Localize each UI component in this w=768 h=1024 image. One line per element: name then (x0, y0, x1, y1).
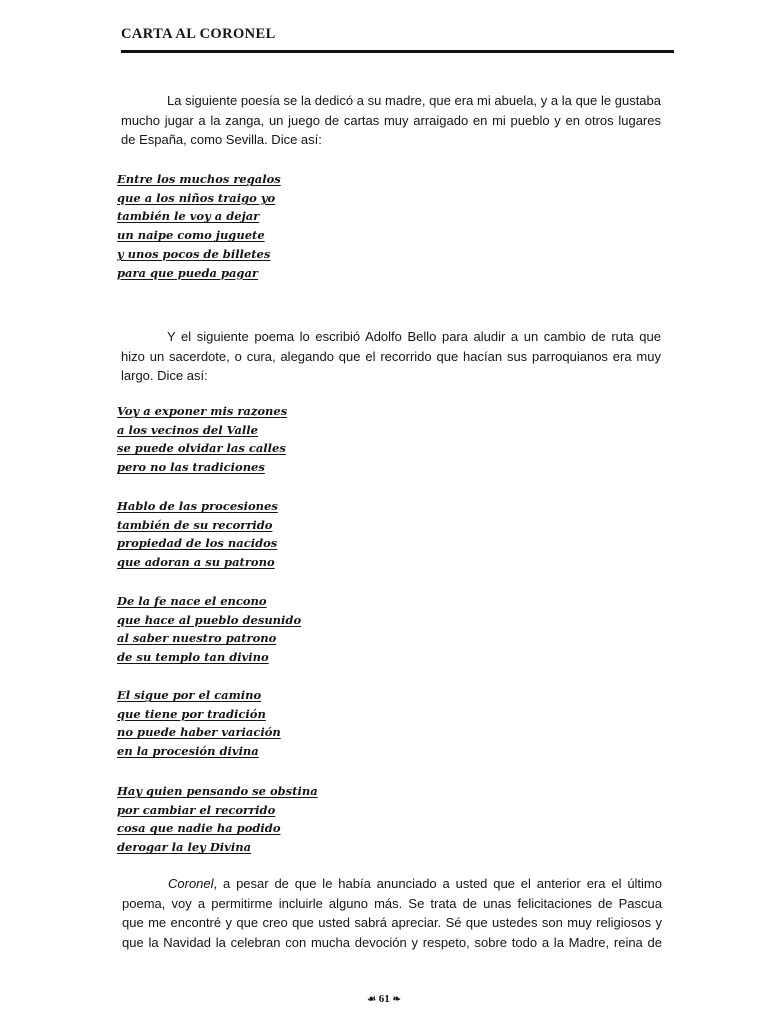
verse-line: De la fe nace el encono (117, 594, 267, 608)
text-line (122, 874, 662, 894)
page-number-footer (0, 993, 768, 1005)
running-head: CARTA AL CORONEL (121, 26, 276, 42)
verse-line: derogar la ley Divina (117, 840, 252, 855)
poem-zanga (117, 170, 281, 282)
paragraph-coronel (122, 874, 662, 952)
text-line: Y el siguiente poema lo escribió Adolfo Bello para aludir a un cambio de ruta que (167, 329, 661, 344)
verse-line: también le voy a dejar (117, 209, 260, 224)
verse-line: Entre los muchos regalos (117, 172, 281, 186)
text-line: poema, voy a permitirme incluirle alguno más. Se trata de unas felicitaciones de Pascua (122, 895, 662, 911)
verse-line: cosa que nadie ha podido (117, 821, 281, 836)
text-line: que me encontré y que creo que usted sabrá apreciar. Sé que ustedes son muy religiosos y (122, 915, 662, 930)
text-line: La siguiente poesía se la dedicó a su madre, que era mi abuela, y a la que le gustaba (167, 93, 661, 108)
ornament-right-icon: ❧ (392, 994, 401, 1005)
verse-line: a los vecinos del Valle (117, 422, 258, 437)
poem-stanza-5 (117, 782, 318, 857)
verse-line: por cambiar el recorrido (117, 802, 276, 817)
verse-line: que tiene por tradición (117, 706, 266, 721)
text-line: de España, como Sevilla. Dice así: (121, 132, 322, 147)
verse-line: Hay quien pensando se obstina (117, 784, 318, 798)
paragraph-intro-bello (121, 327, 661, 386)
verse-line: al saber nuestro patrono (117, 631, 277, 646)
ornament-left-icon: ☙ (367, 994, 377, 1005)
verse-line: que hace al pueblo desunido (117, 612, 302, 627)
verse-line: que a los niños traigo yo (117, 190, 276, 205)
text-line: largo. Dice así: (121, 368, 208, 383)
verse-line: El sigue por el camino (117, 688, 262, 702)
verse-line: y unos pocos de billetes (117, 246, 271, 261)
verse-line: para que pueda pagar (117, 265, 258, 280)
poem-stanza-2 (117, 497, 278, 572)
poem-stanza-3 (117, 592, 301, 667)
verse-line: también de su recorrido (117, 517, 273, 532)
poem-stanza-1 (117, 402, 287, 477)
verse-line: pero no las tradiciones (117, 460, 265, 475)
verse-line: un naipe como juguete (117, 228, 265, 243)
verse-line: que adoran a su patrono (117, 555, 275, 570)
header-rule (121, 50, 674, 53)
text-line: mucho jugar a la zanga, un juego de cartas muy arraigado en mi pueblo y en otros lugares (121, 112, 661, 128)
paragraph-intro-zanga (121, 91, 661, 150)
page-number: 61 (378, 993, 390, 1005)
verse-line: Hablo de las procesiones (117, 499, 278, 513)
text-line: hizo un sacerdote, o cura, alegando que el recorrido que hacían sus parroquianos era muy (121, 348, 661, 364)
lead-word: Coronel (168, 876, 214, 891)
verse-line: se puede olvidar las calles (117, 441, 286, 456)
verse-line: de su templo tan divino (117, 650, 269, 665)
first-line-rest: , a pesar de que le había anunciado a usted que el anterior era el último (213, 876, 662, 891)
verse-line: en la procesión divina (117, 744, 259, 759)
poem-stanza-4 (117, 686, 281, 761)
verse-line: propiedad de los nacidos (117, 536, 278, 551)
verse-line: no puede haber variación (117, 725, 281, 740)
text-line: que la Navidad la celebran con mucha devoción y respeto, sobre todo a la Madre, reina de (122, 934, 662, 950)
verse-line: Voy a exponer mis razones (117, 404, 288, 418)
